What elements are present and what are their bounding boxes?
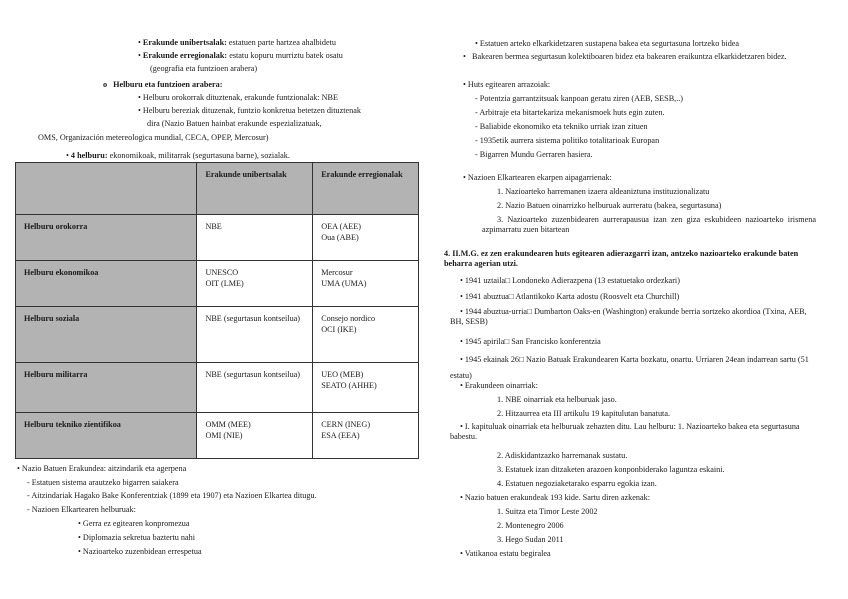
cell-erregional: CERN (INEG) ESA (EEA) xyxy=(313,413,419,459)
helburu-item: • Helburu bereziak dituzenak, funtzio konkretua betetzen dituztenak xyxy=(138,106,361,115)
cell-unibertsal: UNESCO OIT (LME) xyxy=(197,261,313,307)
row-label: Helburu soziala xyxy=(16,307,197,363)
lau-helburu-item: 3. Estatuek izan ditzaketen arazoen konponbiderako laguntza eskaini. xyxy=(497,465,725,474)
row-label: Helburu orokorra xyxy=(16,215,197,261)
nazio-helburu-item: • Diplomazia sekretua baztertu nahi xyxy=(78,533,195,542)
four-goals: • 4 helburu: ekonomikoak, militarrak (segurtasuna barne), sozialak. xyxy=(66,151,290,160)
huts-item: - Bigarren Mundu Gerraren hasiera. xyxy=(475,150,593,159)
table-header-erregionalak: Erakunde erregionalak xyxy=(313,163,419,215)
oms-line: OMS, Organización metereologica mundial, CECA, OPEP, Mercosur) xyxy=(38,133,269,142)
kide-item: 1. Suitza eta Timor Leste 2002 xyxy=(497,507,598,516)
cell-erregional: UEO (MEB) SEATO (AHHE) xyxy=(313,363,419,413)
ekarpen-item: 2. Nazio Batuen oinarrizko helburuak aurreratu (bakea, segurtasuna) xyxy=(497,201,722,210)
oinarriak-item: 1. NBE oinarriak eta helburuak jaso. xyxy=(497,395,617,404)
huts-item: - Potentzia garrantzitsuak kanpoan geratu ziren (AEB, SESB,..) xyxy=(475,94,684,103)
row-label: Helburu tekniko zientifikoa xyxy=(16,413,197,459)
erregional-continuation: (geografia eta funtzioen arabera) xyxy=(150,64,258,73)
kide-item: 2. Montenegro 2006 xyxy=(497,521,564,530)
table-row xyxy=(16,307,419,363)
row-label: Helburu ekonomikoa xyxy=(16,261,197,307)
right-bullet: • Bakearen bermea segurtasun kolektiboaren bidez eta bakearen eraikuntza elkarkidetzaren bidez. xyxy=(463,52,787,61)
section-4-heading: 4. II.M.G. ez zen erakundearen huts egitearen adierazgarri izan, antzeko nazioarteko erakunde baten beharra agerian utzi. xyxy=(444,249,799,269)
bullet-erakunde-erregionalak: • Erakunde erregionalak: estatu kopuru murriztu batek osatu xyxy=(138,51,343,60)
cell-unibertsal: NBE (segurtasun kontseilua) xyxy=(197,363,313,413)
bullet-erakunde-unibertsalak: • Erakunde unibertsalak: estatuen parte hartzea ahalbidetu xyxy=(138,38,336,47)
nazio-batuen-item: - Estatuen sistema arautzeko bigarren saiakera xyxy=(27,478,179,487)
table-row xyxy=(16,215,419,261)
kide-item: 3. Hego Sudan 2011 xyxy=(497,535,564,544)
kapitulua-line: • I. kapituluak oinarriak eta helburuak zehazten ditu. Lau helburu: 1. Nazioarteko bakea eta segurtasuna babestu. xyxy=(450,422,800,442)
table-row xyxy=(16,261,419,307)
table-header-empty xyxy=(16,163,197,215)
right-bullet: • Estatuen arteko elkarkidetzaren sustapena bakea eta segurtasuna lortzeko bidea xyxy=(475,39,740,48)
cell-erregional: Mercosur UMA (UMA) xyxy=(313,261,419,307)
ekarpen-heading: • Nazioen Elkartearen ekarpen aipagarrienak: xyxy=(463,173,612,182)
huts-heading: • Huts egitearen arrazoiak: xyxy=(463,80,551,89)
table-row xyxy=(16,413,419,459)
nazio-helburu-item: • Nazioarteko zuzenbidean errespetua xyxy=(78,547,202,556)
table-header-unibertsalak: Erakunde unibertsalak xyxy=(197,163,313,215)
helburu-item-cont: dira (Nazio Batuen hainbat erakunde espezializatuak, xyxy=(147,119,322,128)
nazio-batuen-item: - Nazioen Elkartearen helburuak: xyxy=(27,505,136,514)
oinarriak-item: 2. Hitzaurrea eta III artikulu 19 kapitulutan banatuta. xyxy=(497,409,671,418)
timeline-item: • 1945 apirila□ San Francisko konferentzia xyxy=(460,337,601,346)
cell-unibertsal: OMM (MEE) OMI (NIE) xyxy=(197,413,313,459)
helburu-heading: o Helburu eta funtzioen arabera: xyxy=(103,80,223,89)
ekarpen-item: 1. Nazioarteko harremanen izaera aldeaniztuna instituzionalizatu xyxy=(497,187,710,196)
table-row xyxy=(16,363,419,413)
cell-unibertsal: NBE (segurtasun kontseilua) xyxy=(197,307,313,363)
ekarpen-item: 3. Nazioarteko zuzenbidearen aurrerapausua izan zen giza eskubideen nazioarteko irismena azpimarratu zuen bitartean xyxy=(482,215,816,235)
nazio-batuen-item: - Aitzindariak Hagako Bake Konferentziak (1899 eta 1907) eta Nazioen Elkartea ditugu. xyxy=(27,491,317,500)
cell-erregional: OEA (AEE) Oua (ABE) xyxy=(313,215,419,261)
timeline-item: • 1941 uztaila□ Londoneko Adierazpena (13 estatuetako ordezkari) xyxy=(460,276,680,285)
helburu-item: • Helburu orokorrak dituztenak, erakunde funtzionalak: NBE xyxy=(138,93,338,102)
oinarriak-heading: • Erakundeen oinarriak: xyxy=(460,381,538,390)
table-header-row xyxy=(16,163,419,215)
kide-heading: • Nazio batuen erakundeak 193 kide. Sartu diren azkenak: xyxy=(460,493,650,502)
timeline-item: • 1941 abuztua□ Atlantikoko Karta adostu (Roosvelt eta Churchill) xyxy=(460,292,680,301)
vatikanoa-line: • Vatikanoa estatu begiralea xyxy=(460,549,551,558)
row-label: Helburu militarra xyxy=(16,363,197,413)
organizations-table xyxy=(15,162,419,459)
nazio-batuen-heading: • Nazio Batuen Erakundea: aitzindarik eta agerpena xyxy=(17,464,187,473)
huts-item: - Arbitraje eta bitartekariza mekanismoek huts egin zuten. xyxy=(475,108,665,117)
cell-erregional: Consejo nordico OCI (IKE) xyxy=(313,307,419,363)
cell-unibertsal: NBE xyxy=(197,215,313,261)
huts-item: - Baliabide ekonomiko eta tekniko urriak izan zituen xyxy=(475,122,648,131)
huts-item: - 1935etik aurrera sistema politiko totalitarioak Europan xyxy=(475,136,660,145)
timeline-item: • 1944 abuztua-urria□ Dumbarton Oaks-en (Washington) erakunde berria sortzeko akordioa (Txina, AEB, BH, SESB) xyxy=(450,307,807,327)
lau-helburu-item: 4. Estatuen negoziaketarako esparru egokia izan. xyxy=(497,479,657,488)
lau-helburu-item: 2. Adiskidantzazko harremanak sustatu. xyxy=(497,451,628,460)
timeline-item: • 1945 ekainak 26□ Nazio Batuak Erakundearen Karta bozkatu, onartu. Urriaren 24ean indarrean sartu (51 estatu) xyxy=(450,355,809,380)
nazio-helburu-item: • Gerra ez egitearen konpromezua xyxy=(78,519,190,528)
